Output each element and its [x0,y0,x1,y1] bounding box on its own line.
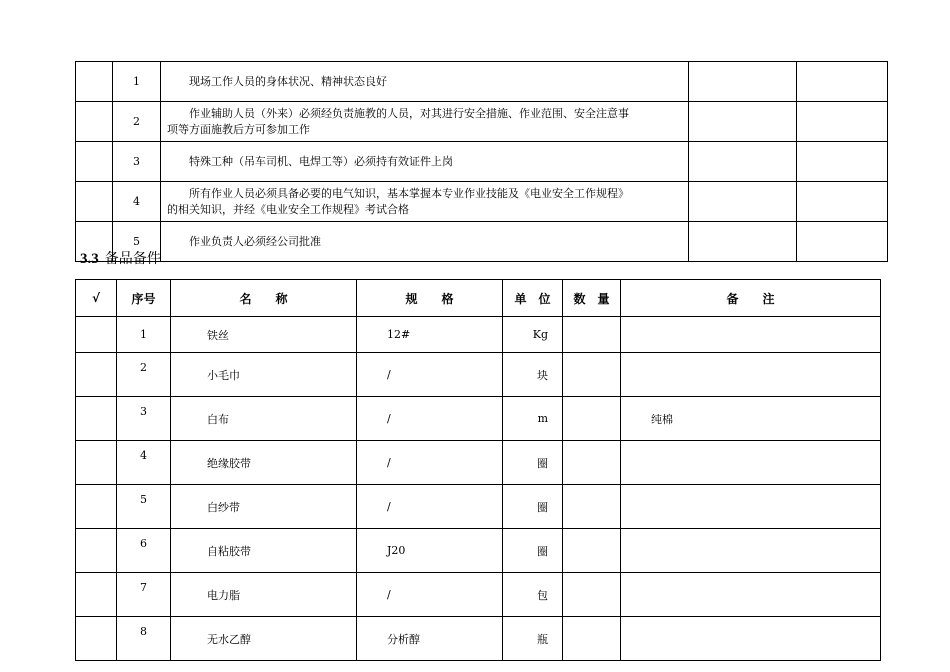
header-row [76,280,881,317]
blank-cell[interactable] [797,222,888,262]
check-cell[interactable] [76,102,113,142]
item-spec: / [357,573,503,617]
row-number: 2 [113,102,161,142]
table-row [76,353,881,397]
item-quantity[interactable] [563,441,621,485]
check-cell[interactable] [76,317,117,353]
item-note [621,317,881,353]
check-cell[interactable] [76,62,113,102]
item-name: 电力脂 [171,573,357,617]
requirement-text: 作业辅助人员（外来）必须经负责施教的人员，对其进行安全措施、作业范围、安全注意事 项等方面施教后方可参加工作 [161,102,689,142]
item-quantity[interactable] [563,573,621,617]
table-row [76,485,881,529]
table-row [76,617,881,661]
item-spec: / [357,353,503,397]
blank-cell[interactable] [797,182,888,222]
row-number: 8 [117,617,171,661]
row-number: 3 [113,142,161,182]
blank-cell[interactable] [689,182,797,222]
row-number: 1 [113,62,161,102]
check-cell[interactable] [76,617,117,661]
item-note [621,441,881,485]
blank-cell[interactable] [689,142,797,182]
item-name: 小毛巾 [171,353,357,397]
header-note: 备 注 [621,280,881,317]
table-row [76,573,881,617]
header-name: 名 称 [171,280,357,317]
blank-cell[interactable] [797,102,888,142]
item-spec: 分析醇 [357,617,503,661]
blank-cell[interactable] [797,62,888,102]
blank-cell[interactable] [689,62,797,102]
row-number: 2 [117,353,171,397]
requirement-text: 现场工作人员的身体状况、精神状态良好 [161,62,689,102]
item-note [621,573,881,617]
item-name: 自粘胶带 [171,529,357,573]
item-spec: / [357,441,503,485]
section-number: 3.3 [80,251,99,267]
blank-cell[interactable] [689,102,797,142]
item-unit: m [503,397,563,441]
row-number: 1 [117,317,171,353]
item-note: 纯棉 [621,397,881,441]
row-number: 3 [117,397,171,441]
requirement-text: 作业负责人必须经公司批准 [161,222,689,262]
blank-cell[interactable] [689,222,797,262]
table-row [76,102,888,142]
item-unit: 包 [503,573,563,617]
row-number: 6 [117,529,171,573]
item-spec: / [357,485,503,529]
table-row [76,441,881,485]
item-note [621,617,881,661]
item-unit: 瓶 [503,617,563,661]
check-cell[interactable] [76,485,117,529]
blank-cell[interactable] [797,142,888,182]
item-note [621,353,881,397]
check-cell[interactable] [76,441,117,485]
table-row [76,317,881,353]
header-quantity: 数 量 [563,280,621,317]
item-unit: Kg [503,317,563,353]
item-note [621,529,881,573]
table-row [76,397,881,441]
item-spec: J20 [357,529,503,573]
item-name: 铁丝 [171,317,357,353]
item-name: 白纱带 [171,485,357,529]
header-spec: 规 格 [357,280,503,317]
item-quantity[interactable] [563,317,621,353]
header-number: 序号 [117,280,171,317]
item-name: 无水乙醇 [171,617,357,661]
row-number: 4 [113,182,161,222]
item-quantity[interactable] [563,617,621,661]
item-name: 白布 [171,397,357,441]
item-quantity[interactable] [563,485,621,529]
check-cell[interactable] [76,397,117,441]
row-number: 4 [117,441,171,485]
table-row [76,142,888,182]
item-quantity[interactable] [563,529,621,573]
row-number: 7 [117,573,171,617]
check-cell[interactable] [76,353,117,397]
item-unit: 圈 [503,529,563,573]
item-quantity[interactable] [563,353,621,397]
item-unit: 圈 [503,441,563,485]
section-title: 备品备件 [104,251,161,267]
spare-parts-table [75,279,881,661]
requirement-text: 所有作业人员必须具备必要的电气知识，基本掌握本专业作业技能及《电业安全工作规程》 的相关知识，并经《电业安全工作规程》考试合格 [161,182,689,222]
item-name: 绝缘胶带 [171,441,357,485]
item-spec: 12# [357,317,503,353]
check-cell[interactable] [76,142,113,182]
personnel-requirements-table [75,61,888,262]
check-cell[interactable] [76,182,113,222]
item-quantity[interactable] [563,397,621,441]
table-row [76,529,881,573]
item-note [621,485,881,529]
header-check: √ [76,280,117,317]
table-row [76,182,888,222]
requirement-text: 特殊工种（吊车司机、电焊工等）必须持有效证件上岗 [161,142,689,182]
item-spec: / [357,397,503,441]
row-number: 5 [117,485,171,529]
check-cell[interactable] [76,529,117,573]
row-number: 5 [113,222,161,262]
item-unit: 圈 [503,485,563,529]
table-row [76,62,888,102]
section-heading [80,248,161,268]
item-unit: 块 [503,353,563,397]
table-row [76,222,888,262]
check-cell[interactable] [76,573,117,617]
header-unit: 单 位 [503,280,563,317]
